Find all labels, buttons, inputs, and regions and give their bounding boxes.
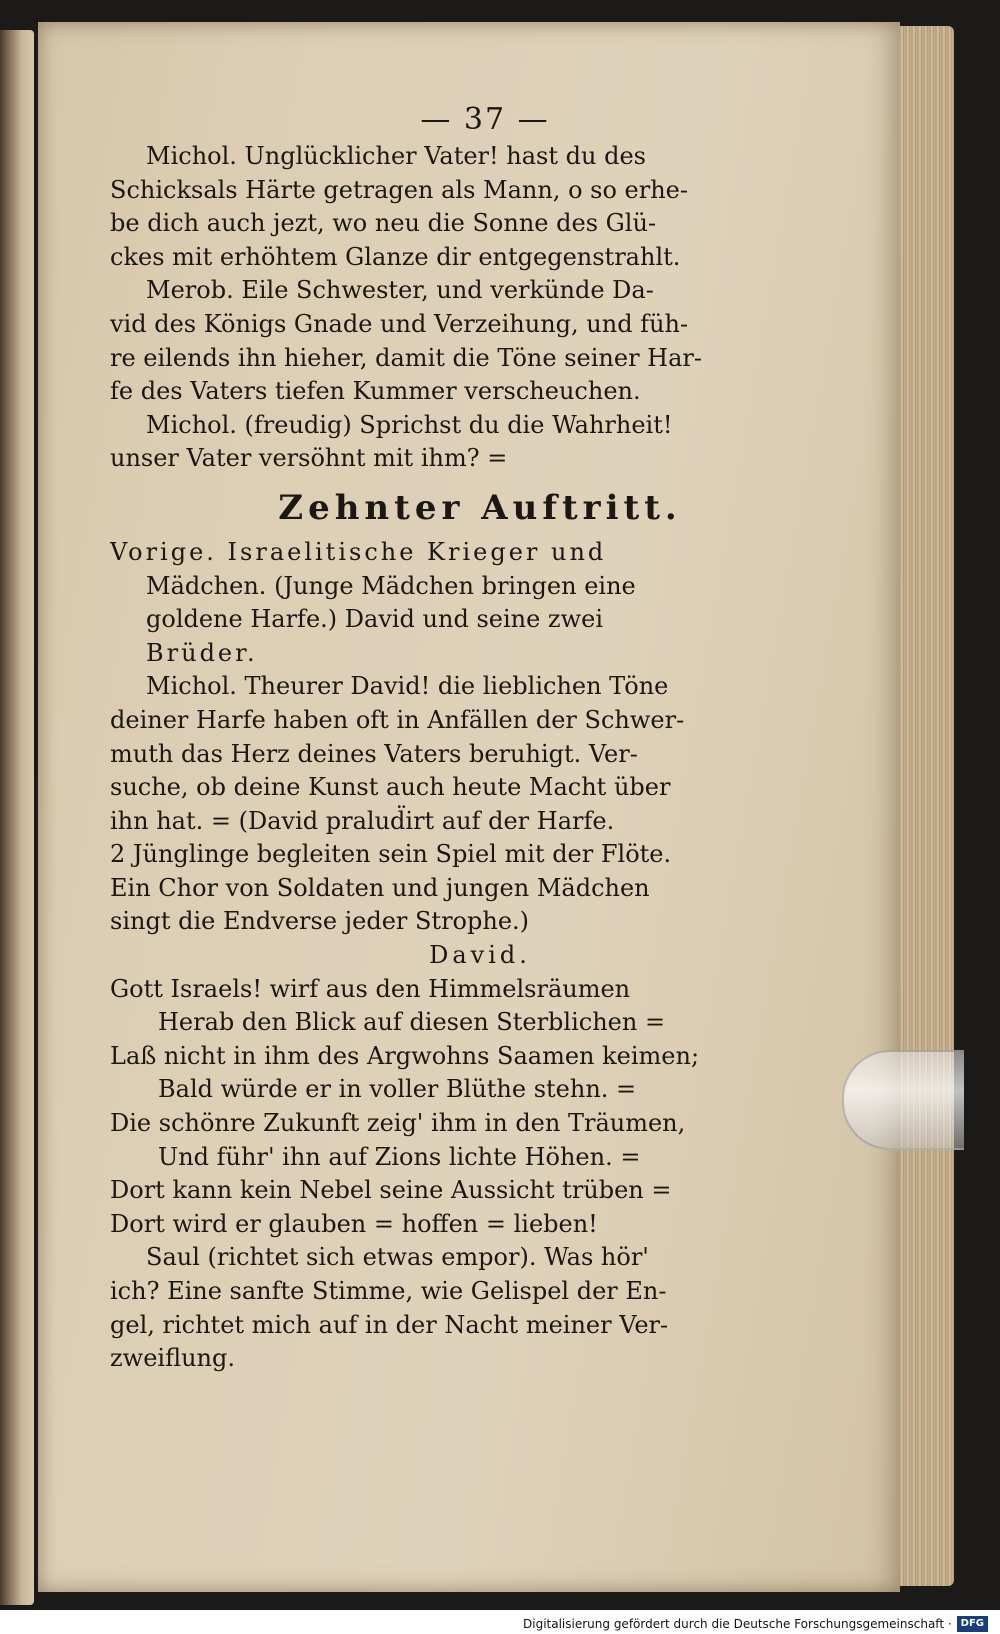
verse-line: Die schönre Zukunft zeig' ihm in den Träumen, bbox=[110, 1109, 686, 1138]
text-line: Saul (richtet sich etwas empor). Was hör' bbox=[146, 1243, 649, 1272]
scene-line: Brüder. bbox=[146, 638, 258, 667]
footer bbox=[523, 1614, 988, 1634]
verse-line: Herab den Blick auf diesen Sterblichen = bbox=[158, 1008, 666, 1037]
verse-block bbox=[110, 973, 850, 1242]
dfg-logo: DFG bbox=[957, 1616, 988, 1632]
scene-line: muth das Herz deines Vaters beruhigt. Ver- bbox=[110, 739, 638, 768]
verse-line: Gott Israels! wirf aus den Himmelsräumen bbox=[110, 974, 631, 1003]
dialogue-block bbox=[110, 140, 850, 476]
text-line: Schicksals Härte getragen als Mann, o so erhe- bbox=[110, 175, 688, 204]
text-line: be dich auch jezt, wo neu die Sonne des Glü- bbox=[110, 209, 657, 238]
closing-block bbox=[110, 1241, 850, 1375]
scene-line: suche, ob deine Kunst auch heute Macht über bbox=[110, 773, 671, 802]
text-line: Michol. (freudig) Sprichst du die Wahrheit! bbox=[146, 410, 673, 439]
text-line: fe des Vaters tiefen Kummer verscheuchen. bbox=[110, 377, 641, 406]
book-page bbox=[38, 22, 900, 1592]
scene-block bbox=[110, 536, 850, 939]
verse-line: Laß nicht in ihm des Argwohns Saamen keimen; bbox=[110, 1041, 700, 1070]
verse-line: Dort kann kein Nebel seine Aussicht trüben = bbox=[110, 1176, 672, 1205]
page-number: — 37 — bbox=[420, 102, 550, 137]
page-text bbox=[110, 100, 850, 1376]
scene-line: deiner Harfe haben oft in Anfällen der Schwer- bbox=[110, 705, 685, 734]
text-line: re eilends ihn hieher, damit die Töne seiner Har- bbox=[110, 343, 702, 372]
scene-line: singt die Endverse jeder Strophe.) bbox=[110, 907, 530, 936]
text-line: gel, richtet mich auf in der Nacht meiner Ver- bbox=[110, 1310, 669, 1339]
scene-line: 2 Jünglinge begleiten sein Spiel mit der Flöte. bbox=[110, 840, 672, 869]
scene-line: goldene Harfe.) David und seine zwei bbox=[146, 605, 603, 634]
scene-heading: Zehnter Auftritt. bbox=[278, 487, 682, 528]
speaker-name: David. bbox=[429, 941, 531, 970]
text-line: unser Vater versöhnt mit ihm? = bbox=[110, 444, 508, 473]
text-line: ckes mit erhöhtem Glanze dir entgegenstrahlt. bbox=[110, 242, 681, 271]
verse-line: Dort wird er glauben = hoffen = lieben! bbox=[110, 1209, 598, 1238]
previous-page-edge bbox=[0, 30, 34, 1605]
scene-line: ihn hat. = (David pralud̈irt auf der Harfe. bbox=[110, 806, 615, 835]
text-line: zweiflung. bbox=[110, 1344, 235, 1373]
scene-line: Vorige. Israelitische Krieger und bbox=[110, 537, 607, 566]
text-line: Michol. Unglücklicher Vater! hast du des bbox=[146, 142, 646, 170]
text-line: vid des Königs Gnade und Verzeihung, und füh- bbox=[110, 309, 689, 338]
scene-line: Mädchen. (Junge Mädchen bringen eine bbox=[146, 571, 636, 600]
page-clip bbox=[842, 1050, 964, 1150]
scene-line: Ein Chor von Soldaten und jungen Mädchen bbox=[110, 873, 650, 902]
text-line: ich? Eine sanfte Stimme, wie Gelispel der En- bbox=[110, 1277, 667, 1305]
verse-line: Und führ' ihn auf Zions lichte Höhen. = bbox=[158, 1142, 641, 1171]
text-line: Merob. Eile Schwester, und verkünde Da- bbox=[146, 276, 654, 305]
scene-line: Michol. Theurer David! die lieblichen Töne bbox=[146, 672, 669, 701]
verse-line: Bald würde er in voller Blüthe stehn. = bbox=[158, 1075, 637, 1104]
footer-text: Digitalisierung gefördert durch die Deutsche Forschungsgemeinschaft · bbox=[523, 1617, 952, 1631]
